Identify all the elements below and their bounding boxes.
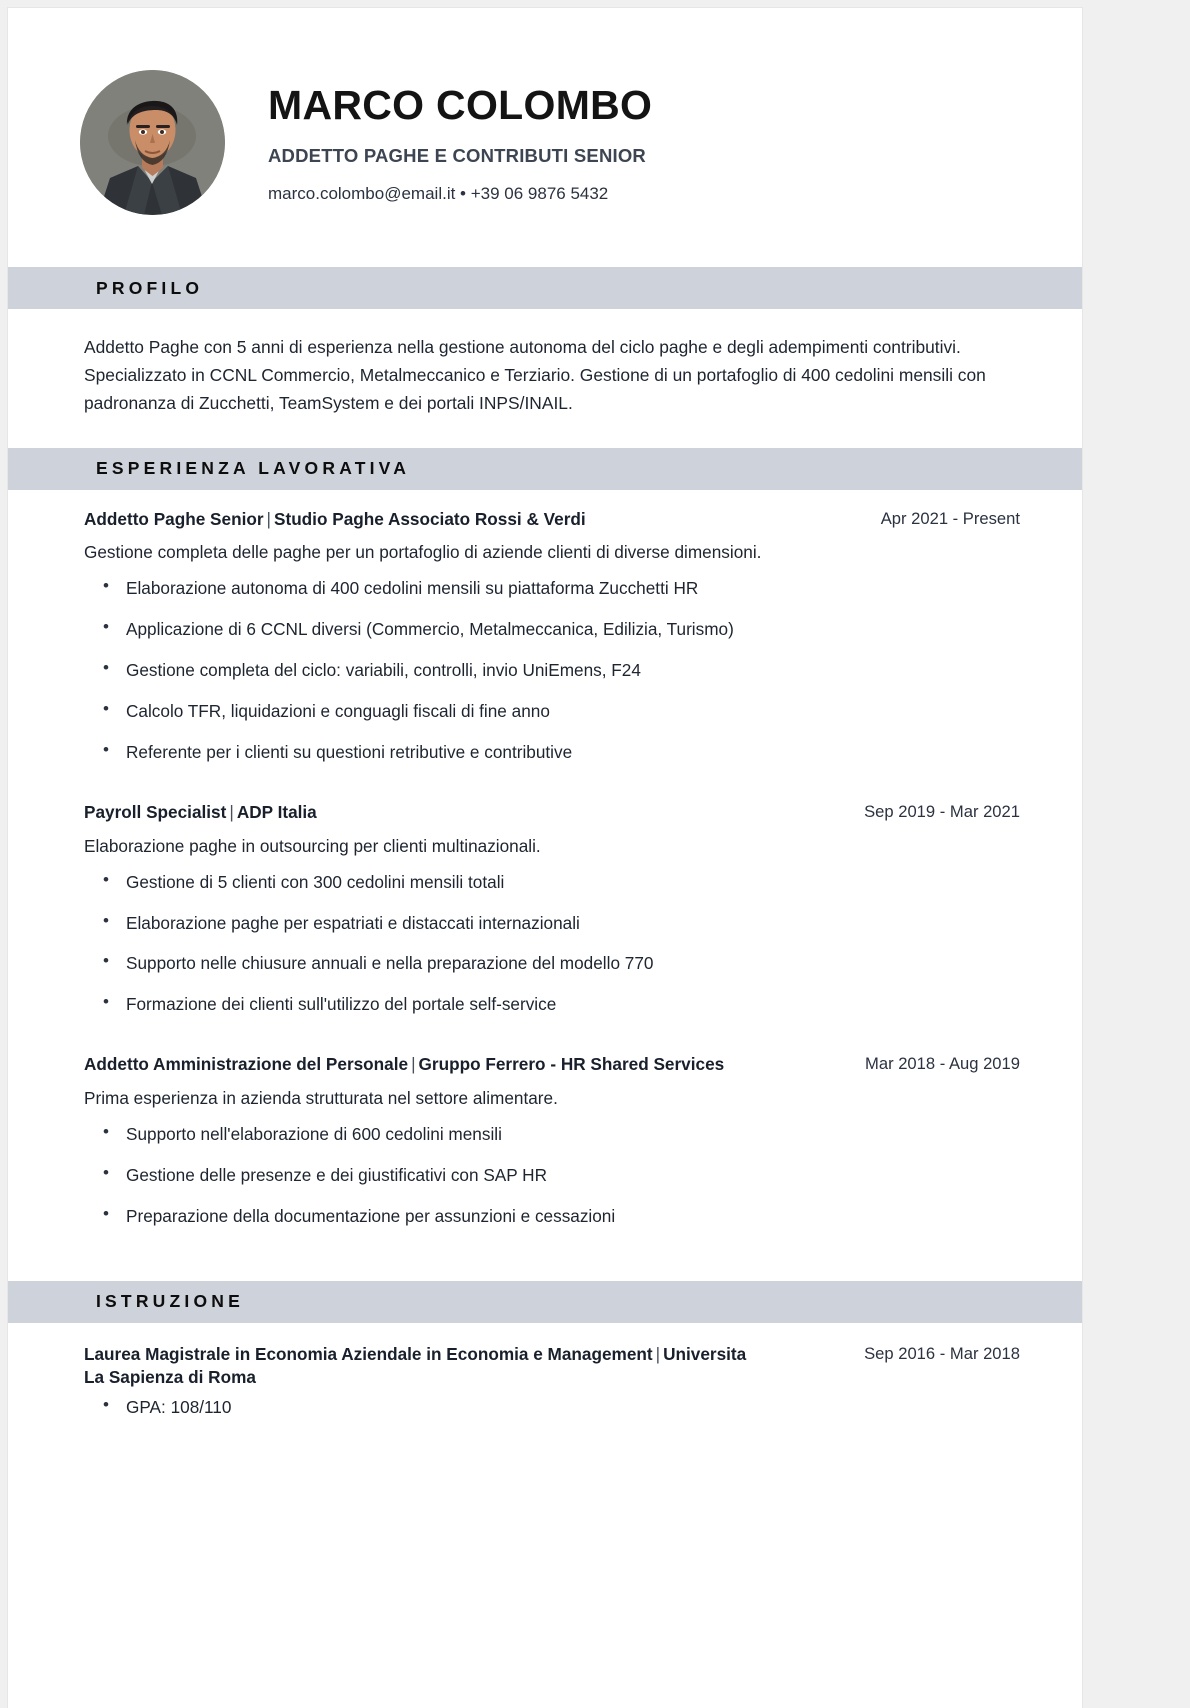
experience-company: Gruppo Ferrero - HR Shared Services — [418, 1054, 725, 1075]
education-entry-title — [84, 1343, 764, 1389]
experience-company: Studio Paghe Associato Rossi & Verdi — [274, 508, 586, 529]
profile-text: Addetto Paghe con 5 anni di esperienza nella gestione autonoma del ciclo paghe e degli adempimenti contributivi. Specializzato in CCNL Commercio, Metalmeccanico e Terziario. Gestione di un portafoglio di 400 cedolini mensili con padronanza di Zucchetti, TeamSystem e dei portali INPS/INAIL. — [84, 337, 986, 414]
section-title-experience: ESPERIENZA LAVORATIVA — [96, 458, 411, 479]
experience-entry — [84, 1053, 1020, 1228]
education-entry-head — [84, 1343, 1020, 1389]
entry-spacer — [84, 1023, 1020, 1053]
resume-header — [8, 8, 1082, 267]
list-item: • Supporto nell'elaborazione di 600 cedolini mensili — [84, 1122, 1020, 1147]
education-degree: Laurea Magistrale in Economia Aziendale in Economia e Management — [84, 1343, 653, 1364]
list-item: • Applicazione di 6 CCNL diversi (Commercio, Metalmeccanica, Edilizia, Turismo) — [84, 617, 1020, 642]
experience-entry-title — [84, 1053, 724, 1076]
experience-company: ADP Italia — [236, 801, 317, 822]
contact-line: marco.colombo@email.it • +39 06 9876 5432 — [268, 183, 609, 203]
experience-entry-head — [84, 801, 1020, 824]
job-title: ADDETTO PAGHE E CONTRIBUTI SENIOR — [268, 144, 646, 166]
experience-dates: Sep 2019 - Mar 2021 — [864, 801, 1020, 821]
header-text — [225, 81, 652, 204]
experience-bullets — [84, 576, 1020, 765]
section-title-education: ISTRUZIONE — [96, 1291, 244, 1312]
profile-block — [8, 309, 1082, 448]
title-separator: | — [655, 1343, 661, 1364]
experience-summary: Prima esperienza in azienda strutturata nel settore alimentare. — [84, 1088, 558, 1109]
page-title: MARCO COLOMBO — [268, 82, 653, 129]
education-block — [8, 1323, 1082, 1448]
section-header-education — [8, 1281, 1082, 1323]
experience-entry-title — [84, 801, 317, 824]
experience-entry-head — [84, 1053, 1020, 1076]
experience-role: Addetto Amministrazione del Personale — [84, 1054, 409, 1075]
experience-role: Payroll Specialist — [84, 801, 227, 822]
title-separator: | — [229, 801, 234, 822]
list-item: • Calcolo TFR, liquidazioni e conguagli fiscali di fine anno — [84, 699, 1020, 724]
list-item: • Preparazione della documentazione per assunzioni e cessazioni — [84, 1204, 1020, 1229]
education-bullets — [84, 1395, 1020, 1420]
experience-entry — [84, 508, 1020, 765]
title-separator: | — [411, 1054, 416, 1075]
list-item: • Elaborazione autonoma di 400 cedolini mensili su piattaforma Zucchetti HR — [84, 576, 1020, 601]
education-school: Universita La Sapienza di Roma — [84, 1343, 747, 1387]
experience-block — [8, 490, 1082, 1255]
avatar — [80, 70, 225, 215]
experience-bullets — [84, 1122, 1020, 1229]
resume-sheet — [8, 8, 1082, 1708]
list-item: • Supporto nelle chiusure annuali e nella preparazione del modello 770 — [84, 951, 1020, 976]
experience-entry — [84, 801, 1020, 1017]
experience-entry-title — [84, 508, 586, 531]
list-item: • Gestione delle presenze e dei giustificativi con SAP HR — [84, 1163, 1020, 1188]
experience-bullets — [84, 870, 1020, 1018]
section-header-profile — [8, 267, 1082, 309]
entry-spacer — [84, 771, 1020, 801]
experience-dates: Apr 2021 - Present — [880, 508, 1020, 528]
experience-summary: Elaborazione paghe in outsourcing per clienti multinazionali. — [84, 835, 541, 856]
list-item: • Formazione dei clienti sull'utilizzo del portale self-service — [84, 992, 1020, 1017]
list-item: • Gestione completa del ciclo: variabili, controlli, invio UniEmens, F24 — [84, 658, 1020, 683]
experience-dates: Mar 2018 - Aug 2019 — [865, 1054, 1020, 1074]
list-item: • Gestione di 5 clienti con 300 cedolini mensili totali — [84, 870, 1020, 895]
experience-role: Addetto Paghe Senior — [84, 508, 264, 529]
education-entry — [84, 1343, 1020, 1420]
experience-summary: Gestione completa delle paghe per un portafoglio di aziende clienti di diverse dimensioni. — [84, 542, 762, 563]
title-separator: | — [266, 508, 271, 529]
page-tail — [8, 1448, 1082, 1708]
section-spacer — [8, 1255, 1082, 1281]
list-item: • Referente per i clienti su questioni retributive e contributive — [84, 740, 1020, 765]
experience-entry-head — [84, 508, 1020, 531]
list-item: • Elaborazione paghe per espatriati e distaccati internazionali — [84, 911, 1020, 936]
list-item: • GPA: 108/110 — [84, 1395, 1020, 1420]
section-header-experience — [8, 448, 1082, 490]
education-dates: Sep 2016 - Mar 2018 — [864, 1343, 1020, 1363]
section-title-profile: PROFILO — [96, 277, 204, 298]
